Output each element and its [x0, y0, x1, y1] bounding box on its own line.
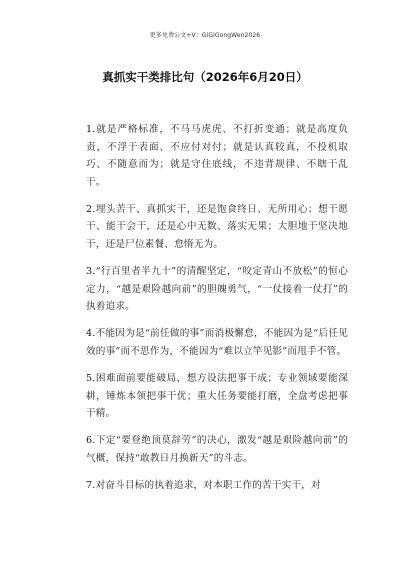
paragraph-1 [86, 121, 348, 191]
paragraph-5 [86, 370, 348, 423]
paragraph-number: 1. [86, 124, 96, 135]
paragraph-text: 困难面前要能破局，想方设法把事干成；专业领域要能深耕，锤炼本领把事干优；重大任务要能打磨，全盘考虑把事干精。 [86, 373, 348, 420]
paragraph-2 [86, 201, 348, 254]
paragraph-6 [86, 432, 348, 467]
paragraph-4 [86, 325, 348, 360]
paragraph-text: 不能因为是“前任做的事”而消极懈怠，不能因为是“后任见效的事”而不思作为，不能因为“难以立竿见影”而甩手不管。 [86, 328, 348, 358]
document-title: 真抓实干类排比句（2026年6月20日） [102, 70, 308, 84]
paragraph-text: 下定“要登绝顶莫辞劳”的决心，激发“越是艰险越向前”的气概，保持“敢教日月换新天”的斗志。 [86, 435, 348, 464]
header-note: 更多免费公文+V：GiGiGongWen2026 [149, 32, 261, 39]
paragraph-number: 6. [86, 435, 96, 447]
paragraph-text: “行百里者半九十”的清醒坚定，“咬定青山不放松”的恒心定力，“越是艰险越向前”的胆魄勇气，“一仗接着一仗打”的执着追求。 [86, 266, 348, 313]
paragraph-text: 就是严格标准，不马马虎虎、不打折变通；就是高度负责，不浮于表面、不应付对付；就是认真较真，不投机取巧、不随意而为；就是守住底线，不违背规律、不瞎干乱干。 [86, 124, 348, 188]
paragraph-number: 5. [86, 373, 96, 385]
paragraph-text: 对奋斗目标的执着追求，对本职工作的苦干实干，对 [95, 480, 321, 492]
paragraph-number: 4. [86, 328, 96, 340]
paragraph-3 [86, 263, 348, 316]
paragraph-number: 2. [86, 203, 96, 215]
document-body [86, 121, 348, 504]
paragraph-7 [86, 477, 348, 495]
paragraph-text: 埋头苦干、真抓实干，还是饱食终日、无所用心；想干愿干、能干会干，还是心中无数、落实无果；大胆地干坚决地干，还是尸位素餐、怠惰无为。 [86, 203, 348, 251]
paragraph-number: 3. [86, 266, 96, 278]
paragraph-number: 7. [86, 480, 96, 492]
